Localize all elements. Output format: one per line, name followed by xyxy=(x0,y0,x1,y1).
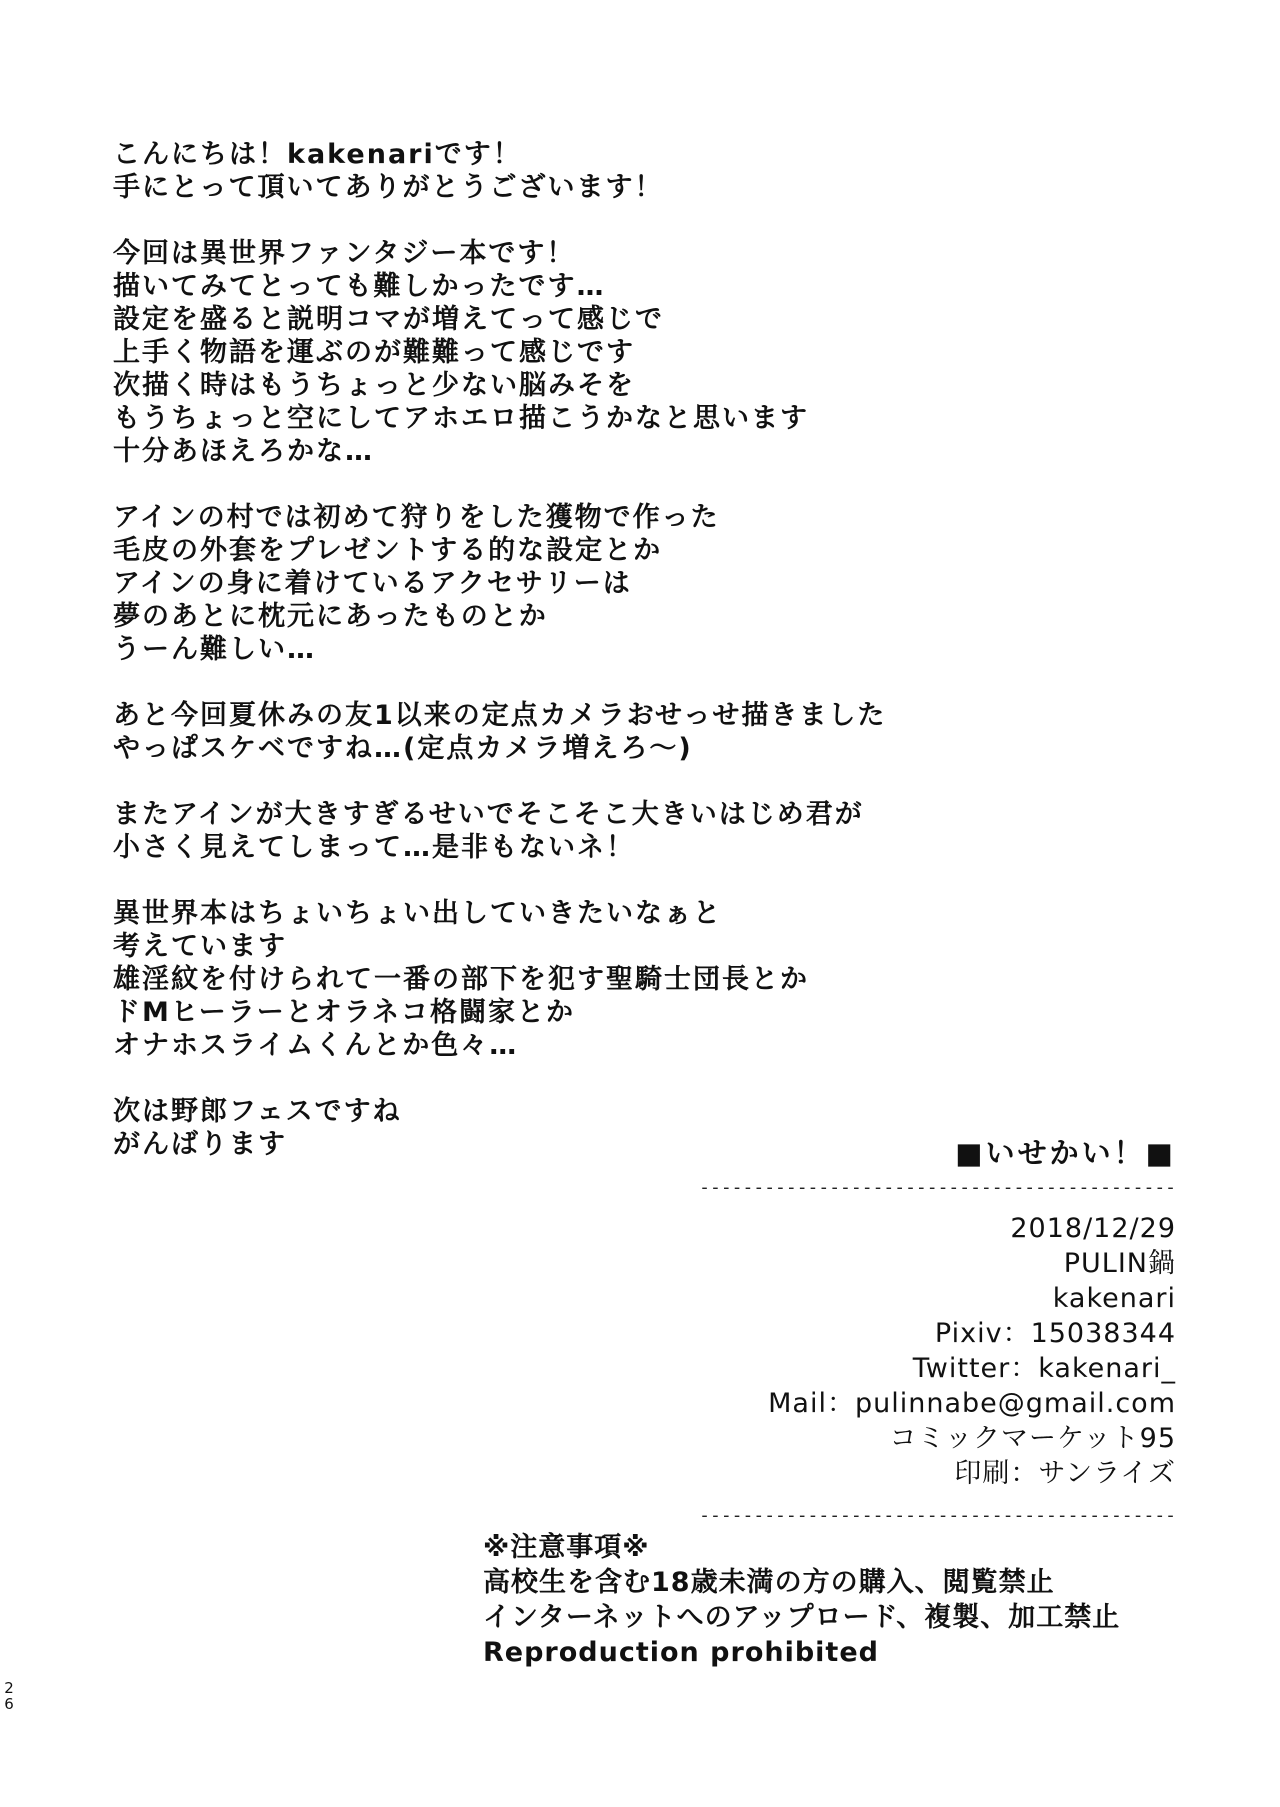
event-name: コミックマーケット95 xyxy=(889,1423,1176,1454)
paragraph-greeting xyxy=(113,138,873,204)
paragraph-setting xyxy=(113,501,873,666)
notice-block xyxy=(483,1530,1183,1670)
text-line: やっぱスケベですね…(定点カメラ増えろ～) xyxy=(113,733,693,764)
text-line: がんばります xyxy=(113,1129,287,1160)
text-line: 上手く物語を運ぶのが難難って感じです xyxy=(113,337,635,368)
text-line: 異世界本はちょいちょい出していきたいなぁと xyxy=(113,898,722,929)
text-line: 小さく見えてしまって…是非もないネ！ xyxy=(113,832,635,863)
text-line: もうちょっと空にしてアホエロ描こうかなと思います xyxy=(113,403,809,434)
publication-info xyxy=(616,1211,1176,1491)
circle-name: PULIN鍋 xyxy=(1063,1248,1176,1279)
divider-top: -------------------------------------------- xyxy=(699,1179,1176,1197)
text-line: アインの身に着けているアクセサリーは xyxy=(113,568,632,599)
text-line: 考えています xyxy=(113,931,287,962)
printer-name: 印刷：サンライズ xyxy=(954,1458,1176,1489)
text-line: 手にとって頂いてありがとうございます！ xyxy=(113,172,664,203)
text-line: 夢のあとに枕元にあったものとか xyxy=(113,601,548,632)
divider-bottom: -------------------------------------------- xyxy=(699,1507,1176,1525)
text-line: 次は野郎フェスですね xyxy=(113,1096,402,1127)
pixiv-id: Pixiv：15038344 xyxy=(934,1318,1176,1349)
text-line: 今回は異世界ファンタジー本です！ xyxy=(113,238,576,269)
paragraph-camera xyxy=(113,699,887,765)
text-line: 雄淫紋を付けられて一番の部下を犯す聖騎士団長とか xyxy=(113,964,809,995)
page-number-digit: 6 xyxy=(4,1695,14,1713)
publish-date: 2018/12/29 xyxy=(1010,1213,1176,1244)
text-line: 十分あほえろかな… xyxy=(113,436,374,467)
notice-reproduction-prohibited: Reproduction prohibited xyxy=(483,1637,879,1668)
paragraph-size xyxy=(113,798,873,864)
page-number xyxy=(2,1680,16,1712)
text-line: 次描く時はもうちょっと少ない脳みそを xyxy=(113,370,635,401)
afterword-text xyxy=(113,138,887,1194)
text-line: あと今回夏休みの友1以来の定点カメラおせっせ描きました xyxy=(113,700,887,731)
text-line: 設定を盛ると説明コマが増えてって感じで xyxy=(113,304,664,335)
text-line: ドMヒーラーとオラネコ格闘家とか xyxy=(113,997,575,1028)
book-title: ■いせかい！■ xyxy=(955,1136,1176,1170)
text-line: こんにちは！kakenariです！ xyxy=(113,139,522,170)
text-line: 毛皮の外套をプレゼントする的な設定とか xyxy=(113,535,663,566)
notice-heading: ※注意事項※ xyxy=(483,1532,650,1563)
mail-address: Mail：pulinnabe@gmail.com xyxy=(768,1388,1176,1419)
page-number-digit: 2 xyxy=(4,1679,14,1697)
text-line: またアインが大きすぎるせいでそこそこ大きいはじめ君が xyxy=(113,799,864,830)
text-line: オナホスライムくんとか色々… xyxy=(113,1030,519,1061)
colophon xyxy=(616,1135,1176,1525)
paragraph-theme xyxy=(113,237,873,468)
notice-age-restriction: 高校生を含む18歳未満の方の購入、閲覧禁止 xyxy=(483,1567,1055,1598)
notice-upload-prohibited: インターネットへのアップロード、複製、加工禁止 xyxy=(483,1602,1121,1633)
text-line: 描いてみてとっても難しかったです… xyxy=(113,271,606,302)
text-line: アインの村では初めて狩りをした獲物で作った xyxy=(113,502,720,533)
paragraph-future xyxy=(113,897,873,1062)
twitter-handle: Twitter：kakenari_ xyxy=(912,1353,1176,1384)
author-name: kakenari xyxy=(1052,1283,1176,1314)
text-line: うーん難しい… xyxy=(113,634,316,665)
